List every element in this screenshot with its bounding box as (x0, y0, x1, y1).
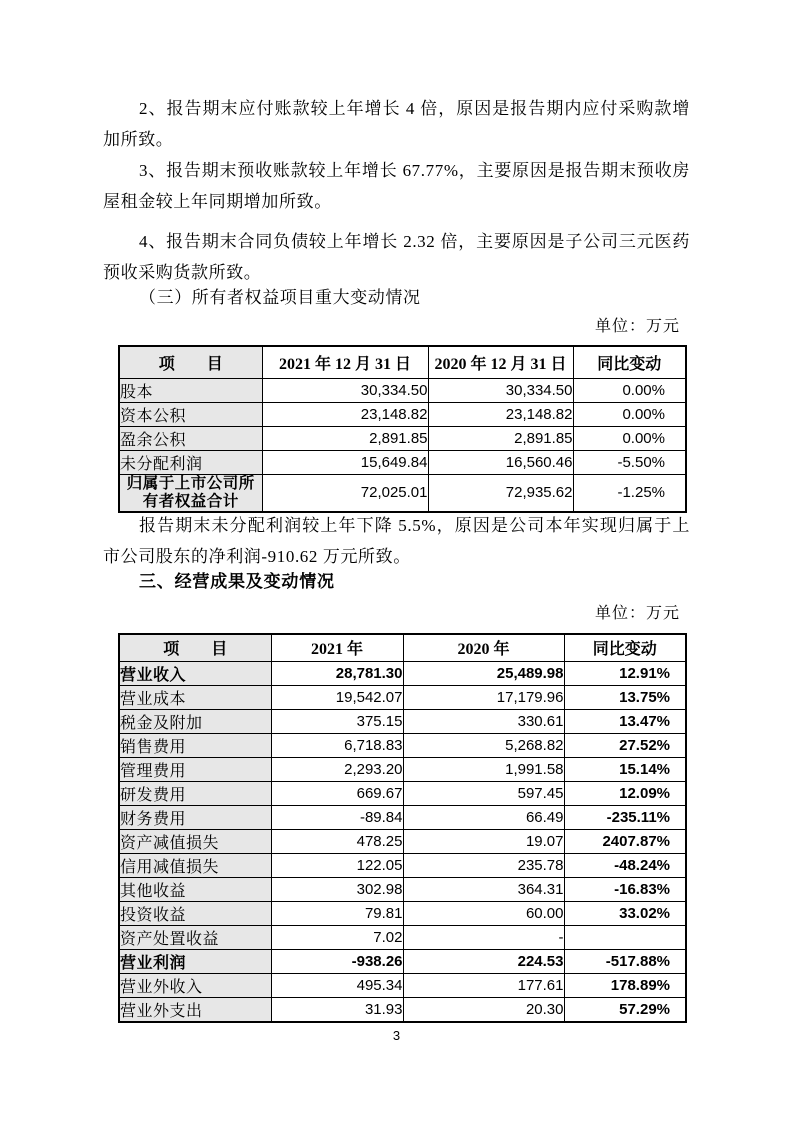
item-label-cell: 投资收益 (119, 901, 271, 925)
change-cell: 0.00% (573, 378, 686, 402)
value-2021-cell: 72,025.01 (262, 474, 428, 512)
table-row (119, 781, 686, 805)
table-row (119, 450, 686, 474)
change-cell: 33.02% (564, 901, 686, 925)
item-label-cell: 营业收入 (119, 661, 271, 685)
value-2020-cell: 1,991.58 (403, 757, 564, 781)
item-label-cell: 营业外支出 (119, 997, 271, 1022)
value-2020-cell: 23,148.82 (428, 402, 573, 426)
value-2020-cell: 364.31 (403, 877, 564, 901)
equity-items-table (118, 345, 687, 513)
table-header-row (119, 634, 686, 661)
value-2020-cell: 72,935.62 (428, 474, 573, 512)
table-row (119, 426, 686, 450)
item-label-cell: 管理费用 (119, 757, 271, 781)
value-2021-cell: 23,148.82 (262, 402, 428, 426)
value-2021-cell: -89.84 (271, 805, 403, 829)
value-2020-cell: 235.78 (403, 853, 564, 877)
change-cell: 0.00% (573, 426, 686, 450)
paragraph-retained-earnings-note: 报告期末未分配利润较上年下降 5.5%，原因是公司本年实现归属于上市公司股东的净利润-910.62 万元所致。 (103, 516, 690, 566)
header-change: 同比变动 (564, 634, 686, 661)
item-label-cell: 财务费用 (119, 805, 271, 829)
table-row (119, 474, 686, 512)
table-row (119, 757, 686, 781)
value-2020-cell: 2,891.85 (428, 426, 573, 450)
table-row (119, 402, 686, 426)
table-row (119, 973, 686, 997)
item-label-cell: 税金及附加 (119, 709, 271, 733)
value-2020-cell: 60.00 (403, 901, 564, 925)
change-cell: -48.24% (564, 853, 686, 877)
unit-label-table2: 单位：万元 (594, 605, 680, 622)
change-cell: -235.11% (564, 805, 686, 829)
table-row (119, 661, 686, 685)
table-row (119, 853, 686, 877)
item-label-cell: 研发费用 (119, 781, 271, 805)
header-change: 同比变动 (573, 346, 686, 378)
page-number: 3 (392, 1028, 401, 1043)
item-label-cell: 归属于上市公司所有者权益合计 (119, 474, 262, 512)
value-2020-cell: 224.53 (403, 949, 564, 973)
change-cell: 15.14% (564, 757, 686, 781)
change-cell: 2407.87% (564, 829, 686, 853)
header-2021: 2021 年 (271, 634, 403, 661)
value-2020-cell: 20.30 (403, 997, 564, 1022)
value-2021-cell: 2,891.85 (262, 426, 428, 450)
change-cell: 13.47% (564, 709, 686, 733)
table-row (119, 805, 686, 829)
value-2020-cell: 17,179.96 (403, 685, 564, 709)
value-2020-cell: 66.49 (403, 805, 564, 829)
item-label-cell: 股本 (119, 378, 262, 402)
item-label-cell: 销售费用 (119, 733, 271, 757)
table-row (119, 733, 686, 757)
change-cell: -1.25% (573, 474, 686, 512)
item-label-cell: 资本公积 (119, 402, 262, 426)
section-heading-equity-changes: （三）所有者权益项目重大变动情况 (139, 288, 421, 307)
section-heading-operating-results: 三、经营成果及变动情况 (139, 572, 335, 591)
item-label-cell: 未分配利润 (119, 450, 262, 474)
value-2020-cell: 597.45 (403, 781, 564, 805)
table-row (119, 877, 686, 901)
table-row (119, 829, 686, 853)
change-cell (564, 925, 686, 949)
value-2021-cell: 669.67 (271, 781, 403, 805)
table-row (119, 997, 686, 1022)
change-cell: 12.91% (564, 661, 686, 685)
value-2020-cell: 30,334.50 (428, 378, 573, 402)
change-cell: 0.00% (573, 402, 686, 426)
value-2020-cell: 177.61 (403, 973, 564, 997)
value-2021-cell: 495.34 (271, 973, 403, 997)
value-2021-cell: 6,718.83 (271, 733, 403, 757)
header-2021-date: 2021 年 12 月 31 日 (262, 346, 428, 378)
paragraph-advance-receipts: 3、报告期末预收账款较上年增长 67.77%，主要原因是报告期末预收房屋租金较上年同期增加所致。 (103, 161, 690, 211)
paragraph-accounts-payable: 2、报告期末应付账款较上年增长 4 倍，原因是报告期内应付采购款增加所致。 (103, 99, 690, 149)
change-cell: 27.52% (564, 733, 686, 757)
operating-results-table (118, 633, 687, 1023)
table-row (119, 901, 686, 925)
change-cell: 57.29% (564, 997, 686, 1022)
value-2020-cell: 16,560.46 (428, 450, 573, 474)
change-cell: -517.88% (564, 949, 686, 973)
value-2021-cell: 30,334.50 (262, 378, 428, 402)
item-label-cell: 资产减值损失 (119, 829, 271, 853)
table-row (119, 378, 686, 402)
change-cell: -16.83% (564, 877, 686, 901)
value-2021-cell: 28,781.30 (271, 661, 403, 685)
header-item: 项 目 (119, 634, 271, 661)
value-2021-cell: -938.26 (271, 949, 403, 973)
value-2021-cell: 375.15 (271, 709, 403, 733)
value-2021-cell: 19,542.07 (271, 685, 403, 709)
unit-label-table1: 单位：万元 (594, 318, 680, 335)
header-2020-date: 2020 年 12 月 31 日 (428, 346, 573, 378)
value-2021-cell: 2,293.20 (271, 757, 403, 781)
header-item: 项 目 (119, 346, 262, 378)
value-2020-cell: 25,489.98 (403, 661, 564, 685)
paragraph-contract-liabilities: 4、报告期末合同负债较上年增长 2.32 倍，主要原因是子公司三元医药预收采购货款所致。 (103, 232, 690, 282)
change-cell: 178.89% (564, 973, 686, 997)
item-label-cell: 营业成本 (119, 685, 271, 709)
value-2021-cell: 302.98 (271, 877, 403, 901)
item-label-cell: 其他收益 (119, 877, 271, 901)
value-2021-cell: 15,649.84 (262, 450, 428, 474)
table-row (119, 709, 686, 733)
item-label-cell: 信用减值损失 (119, 853, 271, 877)
item-label-cell: 营业外收入 (119, 973, 271, 997)
value-2020-cell: - (403, 925, 564, 949)
value-2021-cell: 31.93 (271, 997, 403, 1022)
change-cell: 12.09% (564, 781, 686, 805)
value-2021-cell: 79.81 (271, 901, 403, 925)
value-2020-cell: 330.61 (403, 709, 564, 733)
table-row (119, 685, 686, 709)
value-2021-cell: 478.25 (271, 829, 403, 853)
value-2020-cell: 19.07 (403, 829, 564, 853)
value-2021-cell: 7.02 (271, 925, 403, 949)
item-label-cell: 资产处置收益 (119, 925, 271, 949)
change-cell: -5.50% (573, 450, 686, 474)
table-row (119, 925, 686, 949)
item-label-cell: 盈余公积 (119, 426, 262, 450)
item-label-cell: 营业利润 (119, 949, 271, 973)
value-2020-cell: 5,268.82 (403, 733, 564, 757)
table-row (119, 949, 686, 973)
change-cell: 13.75% (564, 685, 686, 709)
value-2021-cell: 122.05 (271, 853, 403, 877)
header-2020: 2020 年 (403, 634, 564, 661)
table-header-row (119, 346, 686, 378)
